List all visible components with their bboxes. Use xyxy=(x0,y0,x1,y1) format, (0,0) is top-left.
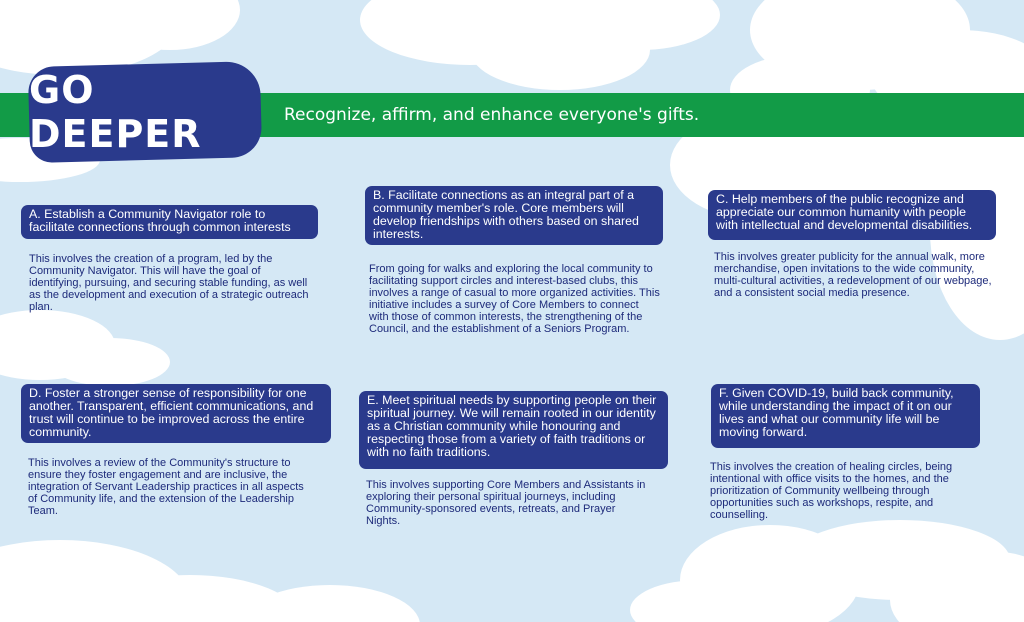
goal-b-body: From going for walks and exploring the local community to facilitating support circles and interest-based clubs, this involves a range of casual to more organized activities. This initiative includes a survey of Core Members to connect with those of common interests, the strengthening of the Council, and the establishment of a Seniors Program. xyxy=(369,263,660,335)
goal-d-body: This involves a review of the Community's structure to ensure they foster engagement and are inclusive, the integration of Servant Leadership practices in all aspects of Community life, and the extension of the Leadership Team. xyxy=(28,457,304,517)
goal-a-body: This involves the creation of a program, led by the Community Navigator. This will have the goal of identifying, pursuing, and securing stable funding, as well as the development and execution of a strategic outreach plan. xyxy=(29,253,309,313)
title-badge xyxy=(28,61,262,163)
goal-b-heading: B. Facilitate connections as an integral part of a community member's role. Core members will develop friendships with others based on shared interests. xyxy=(365,186,663,245)
goal-f-heading: F. Given COVID-19, build back community, while understanding the impact of it on our lives and what our community life will be moving forward. xyxy=(711,384,980,448)
goal-e-body: This involves supporting Core Members and Assistants in exploring their personal spiritual journeys, including Community-sponsored events, retreats, and Prayer Nights. xyxy=(366,479,646,527)
page-subtitle: Recognize, affirm, and enhance everyone's gifts. xyxy=(284,105,700,125)
goal-f-body: This involves the creation of healing circles, being intentional with office visits to the homes, and the prioritization of Community wellbeing through opportunities such as workshops, respite, and counselling. xyxy=(710,461,953,521)
goal-a-heading: A. Establish a Community Navigator role to facilitate connections through common interests xyxy=(21,205,318,239)
goal-c-heading: C. Help members of the public recognize and appreciate our common humanity with people with intellectual and developmental disabilities. xyxy=(708,190,996,240)
page-title: GO DEEPER xyxy=(29,68,202,156)
goal-c-body: This involves greater publicity for the annual walk, more merchandise, open invitations to the wide community, multi-cultural activities, a redevelopment of our webpage, and a consistent social media presence. xyxy=(714,251,992,299)
goal-d-heading: D. Foster a stronger sense of responsibility for one another. Transparent, efficient communications, and trust will continue to be improved across the entire community. xyxy=(21,384,331,443)
goal-e-heading: E. Meet spiritual needs by supporting people on their spiritual journey. We will remain rooted in our identity as a Christian community while honouring and respecting those from a variety of faith traditions or with no faith traditions. xyxy=(359,391,668,469)
